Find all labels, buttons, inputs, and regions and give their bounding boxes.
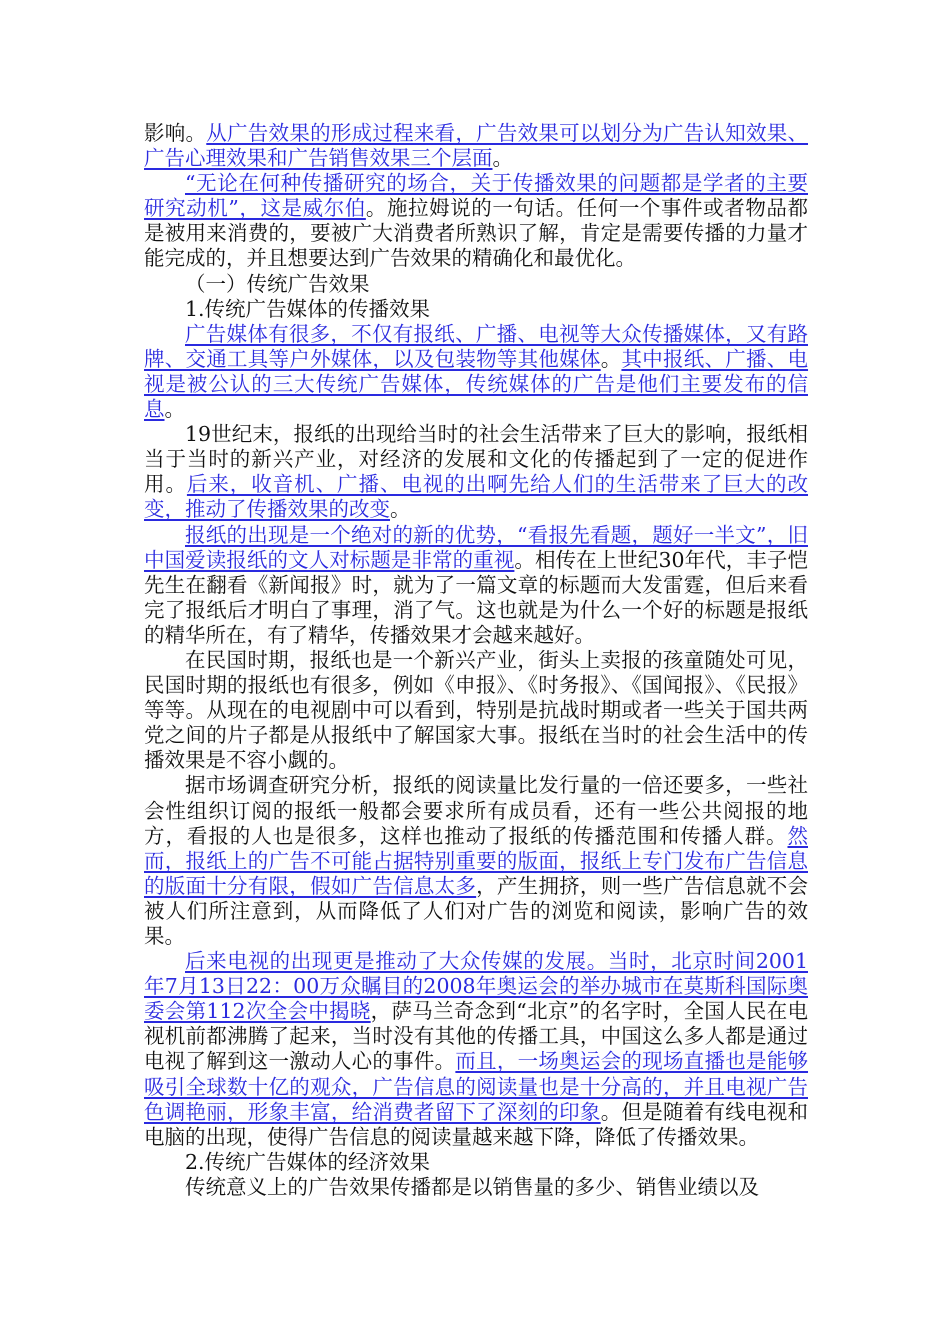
body-text: 。施拉姆说的一句话。任何一个事件或者物品都是被用来消费的，要被广大消费者所熟识了解，肯定是需要传播的力量才能完成的，并且想要达到广告效果的精确化和最优化。 (144, 196, 808, 271)
body-text: 。相传在上世纪30年代，丰子恺先生在翻看《新闻报》时，就为了一篇文章的标题而大发雷霆，但后来看完了报纸后才明白了事理，消了气。这也就是为什么一个好的标题是报纸的精华所在，有了精华，传播效果才会越来越好。 (144, 547, 809, 647)
body-text: 据市场调查研究分析，报纸的阅读量比发行量的一倍还要多，一些社会性组织订阅的报纸一般都会要求所有成员看，还有一些公共阅报的地方，看报的人也是很多，这样也推动了报纸的传播范围和传播人群。 (144, 773, 808, 848)
paragraph (144, 121, 808, 171)
highlighted-text-link[interactable]: 广告媒体有很多，不仅有报纸、广播、电视等大众传播媒体，又有路牌、交通工具等户外媒体，以及包装物等其他媒体 (144, 321, 808, 371)
paragraph (144, 1150, 808, 1175)
highlighted-text-link[interactable]: 后来，收音机、广播、电视的出啊先给人们的生活带来了巨大的改变，推动了传播效果的改变 (144, 472, 809, 522)
highlighted-text-link[interactable]: 从广告效果的形成过程来看，广告效果可以划分为广告认知效果、广告心理效果和广告销售效果三个层面 (144, 121, 809, 171)
body-text: 2.传统广告媒体的经济效果 (185, 1149, 431, 1174)
paragraph (144, 272, 808, 297)
body-text: 影响。 (144, 121, 207, 145)
highlighted-text-link[interactable]: 后来电视的出现更是推动了大众传媒的发展。当时，北京时间2001年7月13日22：00万众瞩目的2008年奥运会的举办城市在莫斯科国际奥委会第112次全会中揭晓 (144, 949, 808, 1024)
body-text: 。 (390, 497, 411, 522)
paragraph (144, 1175, 808, 1200)
paragraph (144, 648, 808, 773)
body-text: 19世纪末，报纸的出现给当时的社会生活带来了巨大的影响，报纸相当于当时的新兴产业，对经济的发展和文化的传播起到了一定的促进作用。 (144, 422, 808, 497)
highlighted-text-link[interactable]: 报纸的出现是一个绝对的新的优势，“看报先看题，题好一半文”，旧中国爱读报纸的文人对标题是非常的重视 (144, 522, 808, 572)
body-text: 1.传统广告媒体的传播效果 (185, 296, 431, 321)
highlighted-text-link[interactable]: 其中报纸、广播、电视是被公认的三大传统广告媒体，传统媒体的广告是他们主要发布的信息 (144, 346, 809, 422)
body-text: 在民国时期，报纸也是一个新兴产业，街头上卖报的孩童随处可见，民国时期的报纸也有很多，例如《申报》、《时务报》、《国闻报》、《民报》等等。从现在的电视剧中可以看到，特别是抗战时期或者一些关于国共两党之间的片子都是从报纸中了解国家大事。报纸在当时的社会生活中的传播效果是不容小觑的。 (144, 647, 808, 773)
paragraph (144, 523, 808, 648)
body-text: ，萨马兰奇念到“北京”的名字时，全国人民在电视机前都沸腾了起来，当时没有其他的传播工具，中国这么多人都是通过电视了解到这一激动人心的事件。 (144, 999, 808, 1074)
paragraph (144, 949, 808, 1150)
paragraph (144, 773, 808, 949)
highlighted-text-link[interactable]: 然而，报纸上的广告不可能占据特别重要的版面，报纸上专门发布广告信息的版面十分有限，假如广告信息太多 (144, 823, 808, 898)
paragraph (144, 171, 808, 271)
body-text: 。 (600, 346, 622, 371)
paragraph (144, 422, 808, 522)
body-text: 。 (492, 146, 513, 171)
body-text: 。但是随着有线电视和电脑的出现，使得广告信息的阅读量越来越下降，降低了传播效果。 (144, 1099, 809, 1149)
document-page (144, 121, 808, 1200)
highlighted-text-link[interactable]: “无论在何种传播研究的场合，关于传播效果的问题都是学者的主要研究动机”，这是威尔伯 (144, 171, 808, 221)
paragraph (144, 322, 808, 422)
paragraph (144, 297, 808, 322)
highlighted-text-link[interactable]: 而且，一场奥运会的现场直播也是能够吸引全球数十亿的观众，广告信息的阅读量也是十分高的，并且电视广告色调艳丽，形象丰富，给消费者留下了深刻的印象 (144, 1049, 809, 1124)
body-text: ，产生拥挤，则一些广告信息就不会被人们所注意到，从而降低了人们对广告的浏览和阅读，影响广告的效果。 (144, 873, 809, 948)
body-text: 。 (164, 397, 185, 422)
body-text: （一）传统广告效果 (185, 271, 370, 296)
body-text: 传统意义上的广告效果传播都是以销售量的多少、销售业绩以及 (185, 1174, 759, 1199)
